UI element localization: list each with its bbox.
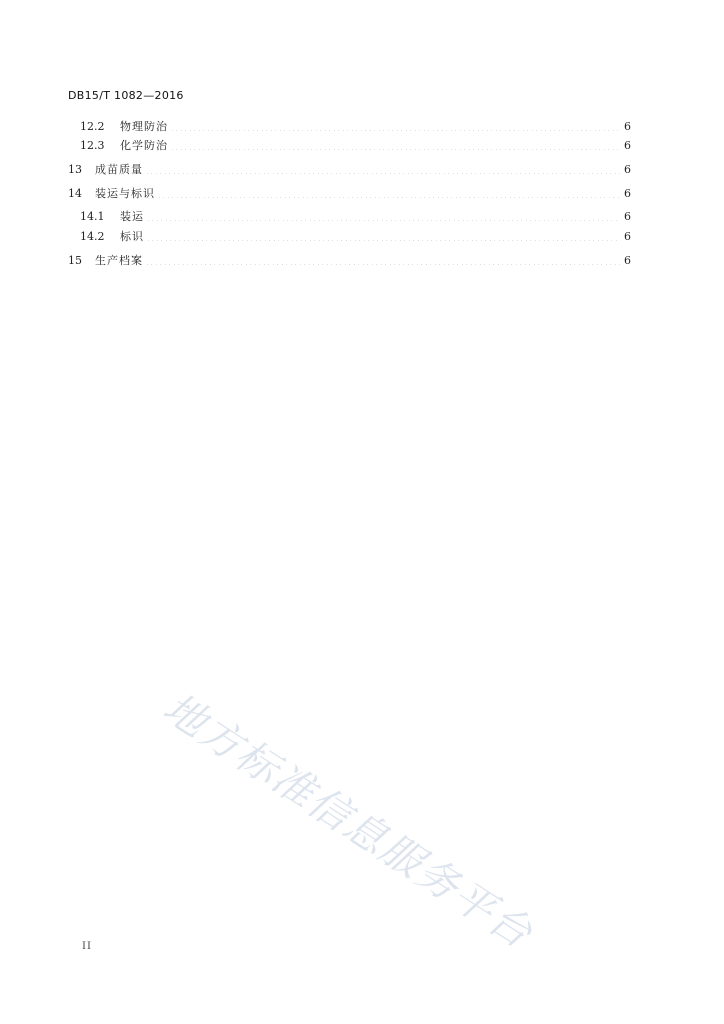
toc-entry-title: 成苗质量 (95, 163, 143, 176)
toc-entry-14-1[interactable] (68, 208, 631, 224)
toc-entry-12-3[interactable] (68, 137, 631, 153)
toc-entry-number: 14.1 (80, 210, 105, 223)
toc-leader-dots (145, 163, 620, 174)
toc-entry-title: 装运 (120, 210, 144, 223)
toc-entry-page: 6 (624, 163, 631, 176)
toc-leader-dots (145, 254, 620, 265)
document-code: DB15/T 1082—2016 (68, 89, 184, 102)
toc-entry-page: 6 (624, 187, 631, 200)
toc-entry-title: 物理防治 (120, 120, 168, 133)
toc-entry-12-2[interactable] (68, 118, 631, 134)
toc-entry-title: 标识 (120, 230, 144, 243)
toc-entry-title: 生产档案 (95, 254, 143, 267)
toc-entry-13[interactable] (68, 161, 631, 177)
toc-leader-dots (170, 139, 620, 150)
toc-entry-page: 6 (624, 139, 631, 152)
toc-entry-number: 15 (68, 254, 82, 267)
toc-entry-number: 12.2 (80, 120, 105, 133)
toc-entry-page: 6 (624, 120, 631, 133)
toc-leader-dots (146, 210, 620, 221)
toc-entry-page: 6 (624, 230, 631, 243)
toc-entry-14-2[interactable] (68, 228, 631, 244)
toc-leader-dots (170, 120, 620, 131)
toc-entry-number: 14.2 (80, 230, 105, 243)
toc-entry-title: 装运与标识 (95, 187, 155, 200)
watermark-text: 地方标准信息服务平台 (154, 683, 542, 958)
toc-entry-page: 6 (624, 254, 631, 267)
toc-entry-number: 14 (68, 187, 82, 200)
toc-entry-page: 6 (624, 210, 631, 223)
toc-leader-dots (146, 230, 620, 241)
toc-entry-title: 化学防治 (120, 139, 168, 152)
toc-entry-15[interactable] (68, 252, 631, 268)
toc-entry-number: 13 (68, 163, 82, 176)
page-number: II (82, 941, 92, 952)
toc-entry-14[interactable] (68, 185, 631, 201)
toc-leader-dots (157, 187, 620, 198)
toc-entry-number: 12.3 (80, 139, 105, 152)
